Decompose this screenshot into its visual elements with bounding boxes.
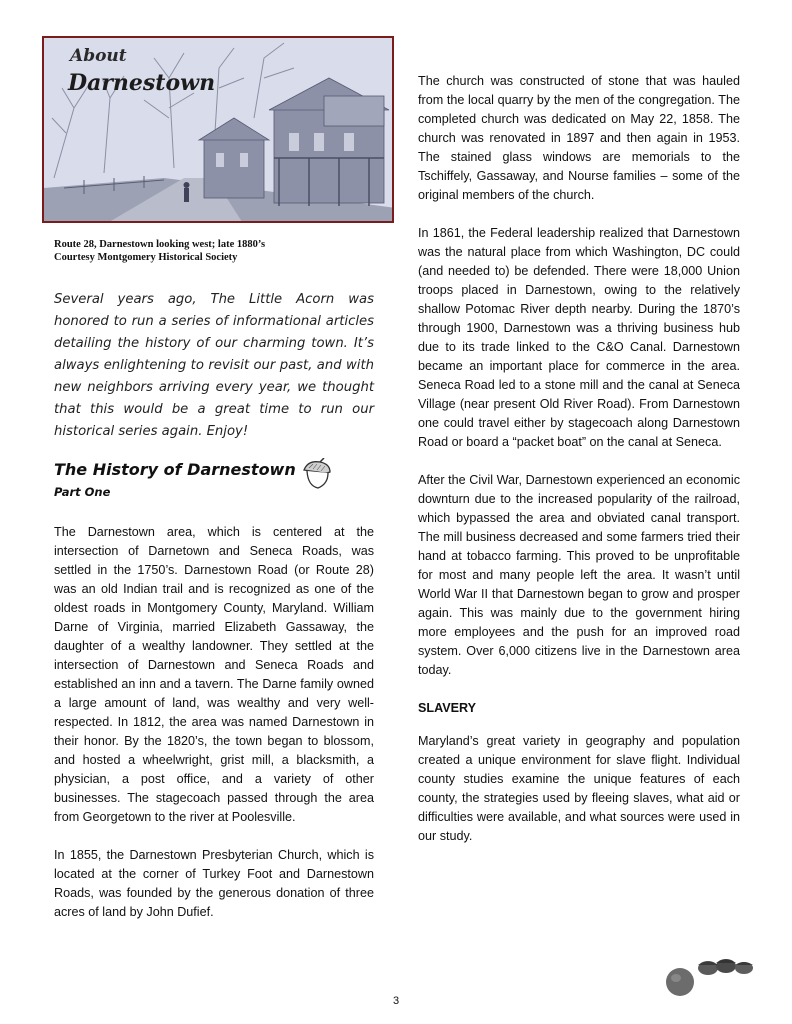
about-label: About	[70, 46, 127, 66]
left-column	[54, 523, 374, 941]
right-column	[418, 72, 740, 865]
historic-photo	[42, 36, 394, 223]
body-paragraph: In 1861, the Federal leadership realized that Darnestown was the natural place from which Washington, DC could (and needed to) be defended. There were 18,000 Union troops placed in Darnestown, owing to the relatively shallow Potomac River depth nearby. During the 1870’s through 1900, Darnestown was a thriving business hub due to its trade linked to the C&O Canal. Darnestown became an important place for commerce in the area. Seneca Road led to a stone mill and the canal at Seneca Village (near present Old River Road). From Darnestown one could travel either by stagecoach along Darnestown Road or board a “packet boat” on the canal at Seneca.	[418, 226, 740, 449]
intro-paragraph: Several years ago, The Little Acorn was honored to run a series of informational articles detailing the history of our charming town. It’s always enlightening to revisit our past, and with new neighbors arriving every year, we thought that this would be a great time to run our historical series again. Enjoy!	[54, 292, 374, 439]
body-paragraph: The church was constructed of stone that was hauled from the local quarry by the men of the congregation. The completed church was dedicated on May 22, 1858. The church was renovated in 1897 and then again in 1953. The stained glass windows are memorials to the Tschiffely, Gassaway, and Nourse families – some of the original members of the church.	[418, 74, 740, 202]
body-paragraph: The Darnestown area, which is centered at the intersection of Darnetown and Seneca Roads, was settled in the 1750’s. Darnestown Road (or Route 28) was an old Indian trail and is recognized as one of the oldest roads in Montgomery County, Maryland. William Darne of Virginia, married Elizabeth Gassaway, the daughter of a wealthy landowner. They settled at the intersection of Darnestown and Seneca Roads and established an inn and a tavern. The Darne family owned a large amount of land, was wealthy and very well-respected. In 1812, the area was named Darnestown in their honor. By the 1820’s, the town began to blossom, and hosted a wheelwright, grist mill, a blacksmith, a physician, a post office, and a variety of other businesses. The stagecoach passed through the area from Georgetown to the river at Poolesville.	[54, 525, 374, 824]
page-number: 3	[392, 995, 400, 1007]
caption-line-2: Courtesy Montgomery Historical Society	[54, 252, 238, 263]
section-title: The History of Darnestown	[54, 460, 296, 479]
slavery-paragraph: Maryland’s great variety in geography and population created a unique environment for slave flight. Individual county studies examine the unique features of each county, the strategies used by fleeing slaves, what aid or difficulties were available, and what sources were used in our study.	[418, 734, 740, 843]
caption-line-1: Route 28, Darnestown looking west; late 1880’s	[54, 239, 266, 250]
slavery-heading: SLAVERY	[418, 701, 477, 715]
photo-caption	[54, 238, 394, 264]
town-title: Darnestown	[68, 70, 216, 96]
body-paragraph: In 1855, the Darnestown Presbyterian Church, which is located at the corner of Turkey Foot and Darnestown Roads, was founded by the generous donation of three acres of land by John Dufief.	[54, 848, 374, 919]
section-subtitle: Part One	[54, 485, 111, 499]
body-paragraph: After the Civil War, Darnestown experienced an economic downturn due to the increased popularity of the railroad, which bypassed the area and obviated canal transport. The mill business decreased and some farmers tried their hand at tobacco farming. This proved to be unprofitable for most and many people left the area. It wasn’t until World War II that Darnestown began to grow and prosper again. This was mainly due to the government hiring more employees and the push for an improved road system. Over 6,000 citizens live in the Darnestown area today.	[418, 473, 740, 677]
acorn-icon	[300, 458, 334, 497]
